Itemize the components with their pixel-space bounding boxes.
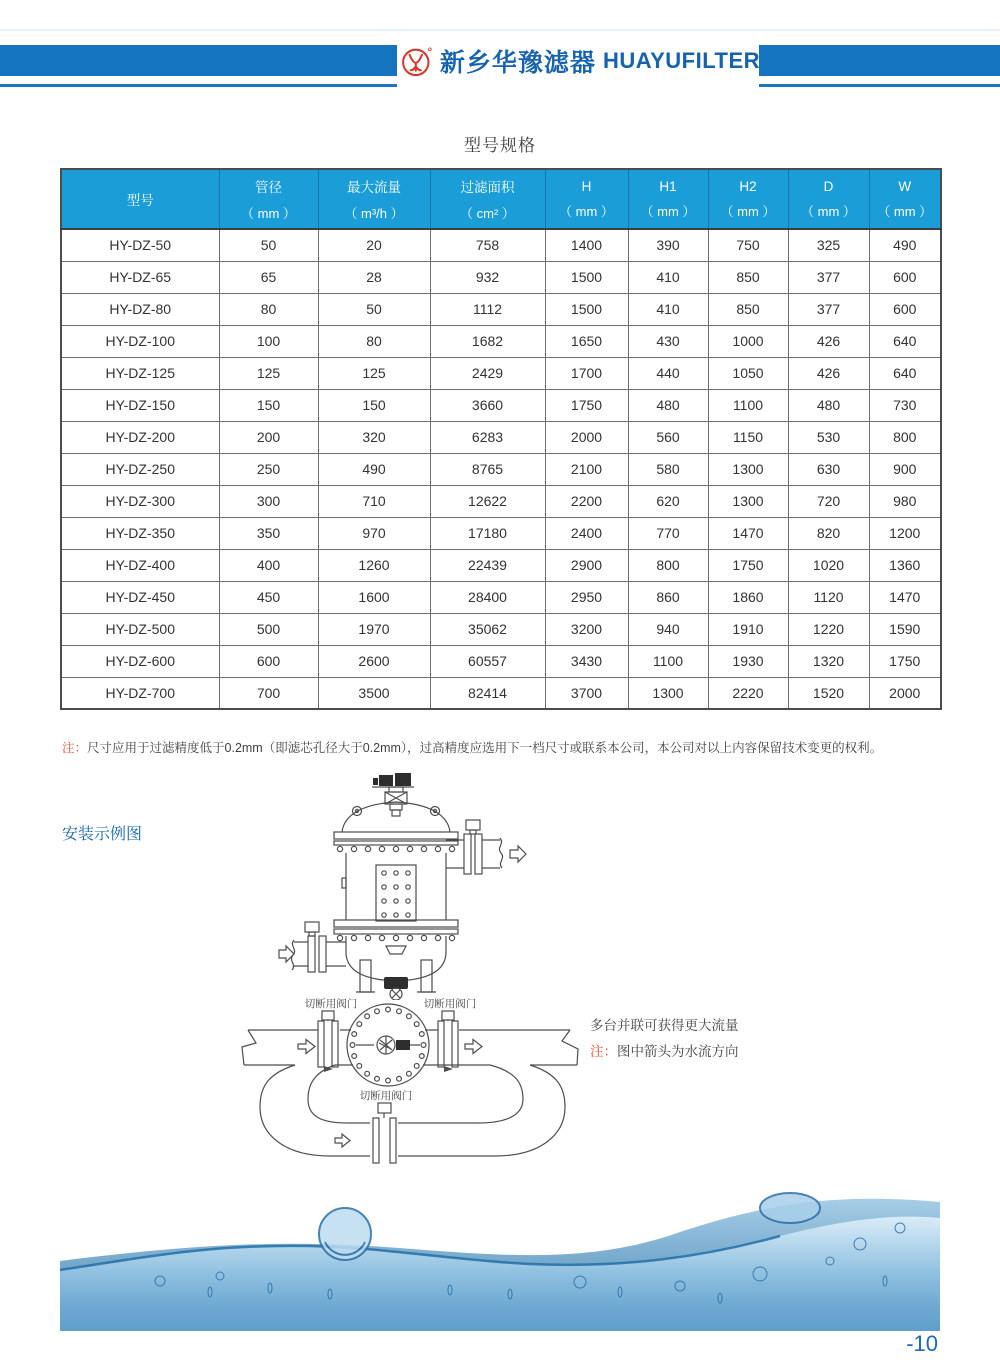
table-row [61, 613, 941, 645]
table-cell: 65 [219, 261, 318, 293]
filter-top-view [347, 1004, 429, 1086]
table-cell: 560 [628, 421, 708, 453]
table-cell: 640 [869, 357, 941, 389]
installation-diagram [240, 985, 585, 1190]
table-cell: 3430 [545, 645, 628, 677]
table-cell: 3500 [318, 677, 430, 709]
table-cell: 3660 [430, 389, 545, 421]
shutoff-valve-left [318, 1011, 338, 1072]
table-cell: 3700 [545, 677, 628, 709]
table-cell: 200 [219, 421, 318, 453]
table-cell: 1150 [708, 421, 788, 453]
vessel-diagram [278, 770, 530, 1000]
table-cell: 1650 [545, 325, 628, 357]
table-cell: 35062 [430, 613, 545, 645]
table-cell: 20 [318, 229, 430, 261]
table-cell: 970 [318, 517, 430, 549]
table-row [61, 677, 941, 709]
table-cell: 2000 [869, 677, 941, 709]
flow-arrow-icon [510, 846, 526, 862]
table-cell: 430 [628, 325, 708, 357]
table-cell: 1360 [869, 549, 941, 581]
flow-arrow-icon [335, 1134, 350, 1147]
table-cell: 850 [708, 293, 788, 325]
table-cell: 6283 [430, 421, 545, 453]
table-cell: 710 [318, 485, 430, 517]
table-cell: 1590 [869, 613, 941, 645]
bolt-pattern [382, 871, 410, 917]
diagram-captions [590, 1013, 739, 1065]
header-underline-left [0, 84, 397, 87]
vessel-dome [342, 802, 450, 832]
flow-note [590, 1039, 739, 1065]
top-hairline [0, 29, 1000, 31]
table-cell: HY-DZ-125 [61, 357, 219, 389]
table-cell: 730 [869, 389, 941, 421]
table-cell: 2200 [545, 485, 628, 517]
table-cell: 440 [628, 357, 708, 389]
table-cell: 325 [788, 229, 869, 261]
table-cell: 1220 [788, 613, 869, 645]
table-row [61, 261, 941, 293]
table-cell: 1100 [628, 645, 708, 677]
table-cell: 450 [219, 581, 318, 613]
table-cell: 1470 [869, 581, 941, 613]
table-cell: 580 [628, 453, 708, 485]
table-cell: 1200 [869, 517, 941, 549]
top-flange [334, 832, 458, 852]
table-cell: 480 [788, 389, 869, 421]
column-header: 最大流量 （ m³/h ） [318, 169, 430, 229]
table-cell: 2429 [430, 357, 545, 389]
table-cell: 400 [219, 549, 318, 581]
table-row [61, 325, 941, 357]
table-cell: 426 [788, 357, 869, 389]
water-photo [60, 1186, 940, 1331]
table-cell: HY-DZ-600 [61, 645, 219, 677]
table-cell: 1860 [708, 581, 788, 613]
table-row [61, 389, 941, 421]
table-row [61, 293, 941, 325]
table-cell: 125 [318, 357, 430, 389]
flow-note-text: 图中箭头为水流方向 [617, 1044, 739, 1059]
brand-name-en: HUAYUFILTER [602, 48, 760, 73]
table-cell: 2900 [545, 549, 628, 581]
huayu-logo-icon [400, 38, 433, 84]
table-cell: 1682 [430, 325, 545, 357]
table-cell: HY-DZ-350 [61, 517, 219, 549]
table-cell: 2950 [545, 581, 628, 613]
table-cell: 800 [628, 549, 708, 581]
table-cell: 350 [219, 517, 318, 549]
table-cell: 1320 [788, 645, 869, 677]
table-cell: 1300 [628, 677, 708, 709]
table-row [61, 453, 941, 485]
table-cell: 758 [430, 229, 545, 261]
table-note [62, 740, 940, 757]
registered-mark-icon [428, 48, 431, 51]
table-cell: 125 [219, 357, 318, 389]
table-cell: 1500 [545, 293, 628, 325]
flow-arrow-icon [465, 1040, 482, 1054]
table-cell: 2100 [545, 453, 628, 485]
table-cell: HY-DZ-100 [61, 325, 219, 357]
table-cell: 1750 [869, 645, 941, 677]
table-row [61, 517, 941, 549]
table-cell: 1910 [708, 613, 788, 645]
table-cell: 1260 [318, 549, 430, 581]
table-cell: 490 [318, 453, 430, 485]
table-cell: 940 [628, 613, 708, 645]
table-cell: 700 [219, 677, 318, 709]
table-cell: 630 [788, 453, 869, 485]
table-cell: 720 [788, 485, 869, 517]
table-cell: HY-DZ-50 [61, 229, 219, 261]
table-cell: 50 [318, 293, 430, 325]
table-cell: 3200 [545, 613, 628, 645]
bypass-loop [260, 1065, 565, 1156]
table-row [61, 549, 941, 581]
table-cell: 82414 [430, 677, 545, 709]
column-header: H1 （ mm ） [628, 169, 708, 229]
table-cell: 480 [628, 389, 708, 421]
table-cell: 17180 [430, 517, 545, 549]
table-cell: HY-DZ-500 [61, 613, 219, 645]
column-header: 过滤面积 （ cm² ） [430, 169, 545, 229]
table-cell: 1700 [545, 357, 628, 389]
table-cell: 2000 [545, 421, 628, 453]
table-cell: 50 [219, 229, 318, 261]
outlet-nozzle [446, 820, 526, 874]
top-motor [372, 773, 414, 816]
table-row [61, 485, 941, 517]
table-cell: 1970 [318, 613, 430, 645]
table-cell: 1470 [708, 517, 788, 549]
table-title: 型号规格 [464, 136, 536, 155]
table-cell: 12622 [430, 485, 545, 517]
table-cell: 980 [869, 485, 941, 517]
table-cell: 60557 [430, 645, 545, 677]
table-cell: 770 [628, 517, 708, 549]
table-cell: 22439 [430, 549, 545, 581]
table-cell: HY-DZ-200 [61, 421, 219, 453]
header-underline-right [759, 84, 1000, 87]
column-header: W （ mm ） [869, 169, 941, 229]
table-cell: 1112 [430, 293, 545, 325]
table-cell: 1600 [318, 581, 430, 613]
table-cell: 150 [219, 389, 318, 421]
header-bar-left [0, 45, 397, 76]
table-cell: HY-DZ-450 [61, 581, 219, 613]
table-cell: 1930 [708, 645, 788, 677]
table-cell: 2400 [545, 517, 628, 549]
table-cell: HY-DZ-80 [61, 293, 219, 325]
table-cell: 820 [788, 517, 869, 549]
column-header: 管径 （ mm ） [219, 169, 318, 229]
table-cell: 1520 [788, 677, 869, 709]
table-row [61, 581, 941, 613]
table-cell: 426 [788, 325, 869, 357]
upper-shell [342, 853, 446, 921]
table-cell: 860 [628, 581, 708, 613]
table-cell: 500 [219, 613, 318, 645]
table-cell: 932 [430, 261, 545, 293]
table-cell: 1400 [545, 229, 628, 261]
install-section-title: 安装示例图 [62, 826, 143, 843]
table-row [61, 357, 941, 389]
flow-arrow-icon [298, 1040, 315, 1054]
table-cell: 800 [869, 421, 941, 453]
brand-header [400, 36, 760, 86]
header-bar-right [759, 45, 1000, 76]
table-cell: 1100 [708, 389, 788, 421]
table-cell: HY-DZ-300 [61, 485, 219, 517]
table-cell: 1750 [708, 549, 788, 581]
table-cell: 377 [788, 261, 869, 293]
column-header: D （ mm ） [788, 169, 869, 229]
table-cell: 80 [318, 325, 430, 357]
table-cell: 1050 [708, 357, 788, 389]
valve-label-right: 切断用阀门 [423, 998, 477, 1010]
brand-name-cn: 新乡华豫滤器 [439, 49, 596, 77]
note-text: 尺寸应用于过滤精度低于0.2mm（即滤芯孔径大于0.2mm），过高精度应选用下一档尺寸或联系本公司，本公司对以上内容保留技术变更的权利。 [87, 741, 883, 755]
table-cell: 600 [869, 293, 941, 325]
table-cell: HY-DZ-65 [61, 261, 219, 293]
table-cell: 320 [318, 421, 430, 453]
table-cell: HY-DZ-400 [61, 549, 219, 581]
table-cell: 600 [219, 645, 318, 677]
header-row [61, 169, 941, 229]
table-cell: HY-DZ-150 [61, 389, 219, 421]
table-cell: 28 [318, 261, 430, 293]
table-cell: 640 [869, 325, 941, 357]
valve-label-left: 切断用阀门 [304, 998, 358, 1010]
table-cell: 100 [219, 325, 318, 357]
table-cell: 410 [628, 261, 708, 293]
table-cell: 1020 [788, 549, 869, 581]
table-cell: 1000 [708, 325, 788, 357]
spec-table-head [61, 169, 941, 229]
table-cell: 1750 [545, 389, 628, 421]
table-cell: 1120 [788, 581, 869, 613]
table-cell: 377 [788, 293, 869, 325]
table-cell: 2220 [708, 677, 788, 709]
mid-flange [334, 920, 458, 941]
table-cell: 410 [628, 293, 708, 325]
column-header: H （ mm ） [545, 169, 628, 229]
table-cell: 1300 [708, 485, 788, 517]
table-cell: 2600 [318, 645, 430, 677]
table-cell: HY-DZ-250 [61, 453, 219, 485]
note-label: 注： [62, 741, 88, 755]
bypass-valve [373, 1103, 396, 1163]
table-cell: 1300 [708, 453, 788, 485]
table-cell: 600 [869, 261, 941, 293]
page-number: -10 [906, 1331, 938, 1356]
table-cell: 750 [708, 229, 788, 261]
table-cell: 490 [869, 229, 941, 261]
table-cell: 150 [318, 389, 430, 421]
table-cell: 530 [788, 421, 869, 453]
table-cell: 28400 [430, 581, 545, 613]
shutoff-valve-right [438, 1011, 458, 1072]
table-cell: 300 [219, 485, 318, 517]
spec-table-body [61, 229, 941, 709]
table-cell: 620 [628, 485, 708, 517]
table-cell: 80 [219, 293, 318, 325]
spec-table [60, 168, 942, 710]
table-cell: 390 [628, 229, 708, 261]
table-cell: 900 [869, 453, 941, 485]
table-cell: 8765 [430, 453, 545, 485]
parallel-note: 多台并联可获得更大流量 [590, 1018, 739, 1033]
flow-note-label: 注： [590, 1044, 617, 1059]
table-row [61, 421, 941, 453]
table-cell: 1500 [545, 261, 628, 293]
table-cell: 850 [708, 261, 788, 293]
table-cell: 250 [219, 453, 318, 485]
column-header: 型号 [61, 169, 219, 229]
valve-label-bottom: 切断用阀门 [359, 1090, 413, 1102]
column-header: H2 （ mm ） [708, 169, 788, 229]
table-row [61, 229, 941, 261]
table-row [61, 645, 941, 677]
table-cell: HY-DZ-700 [61, 677, 219, 709]
